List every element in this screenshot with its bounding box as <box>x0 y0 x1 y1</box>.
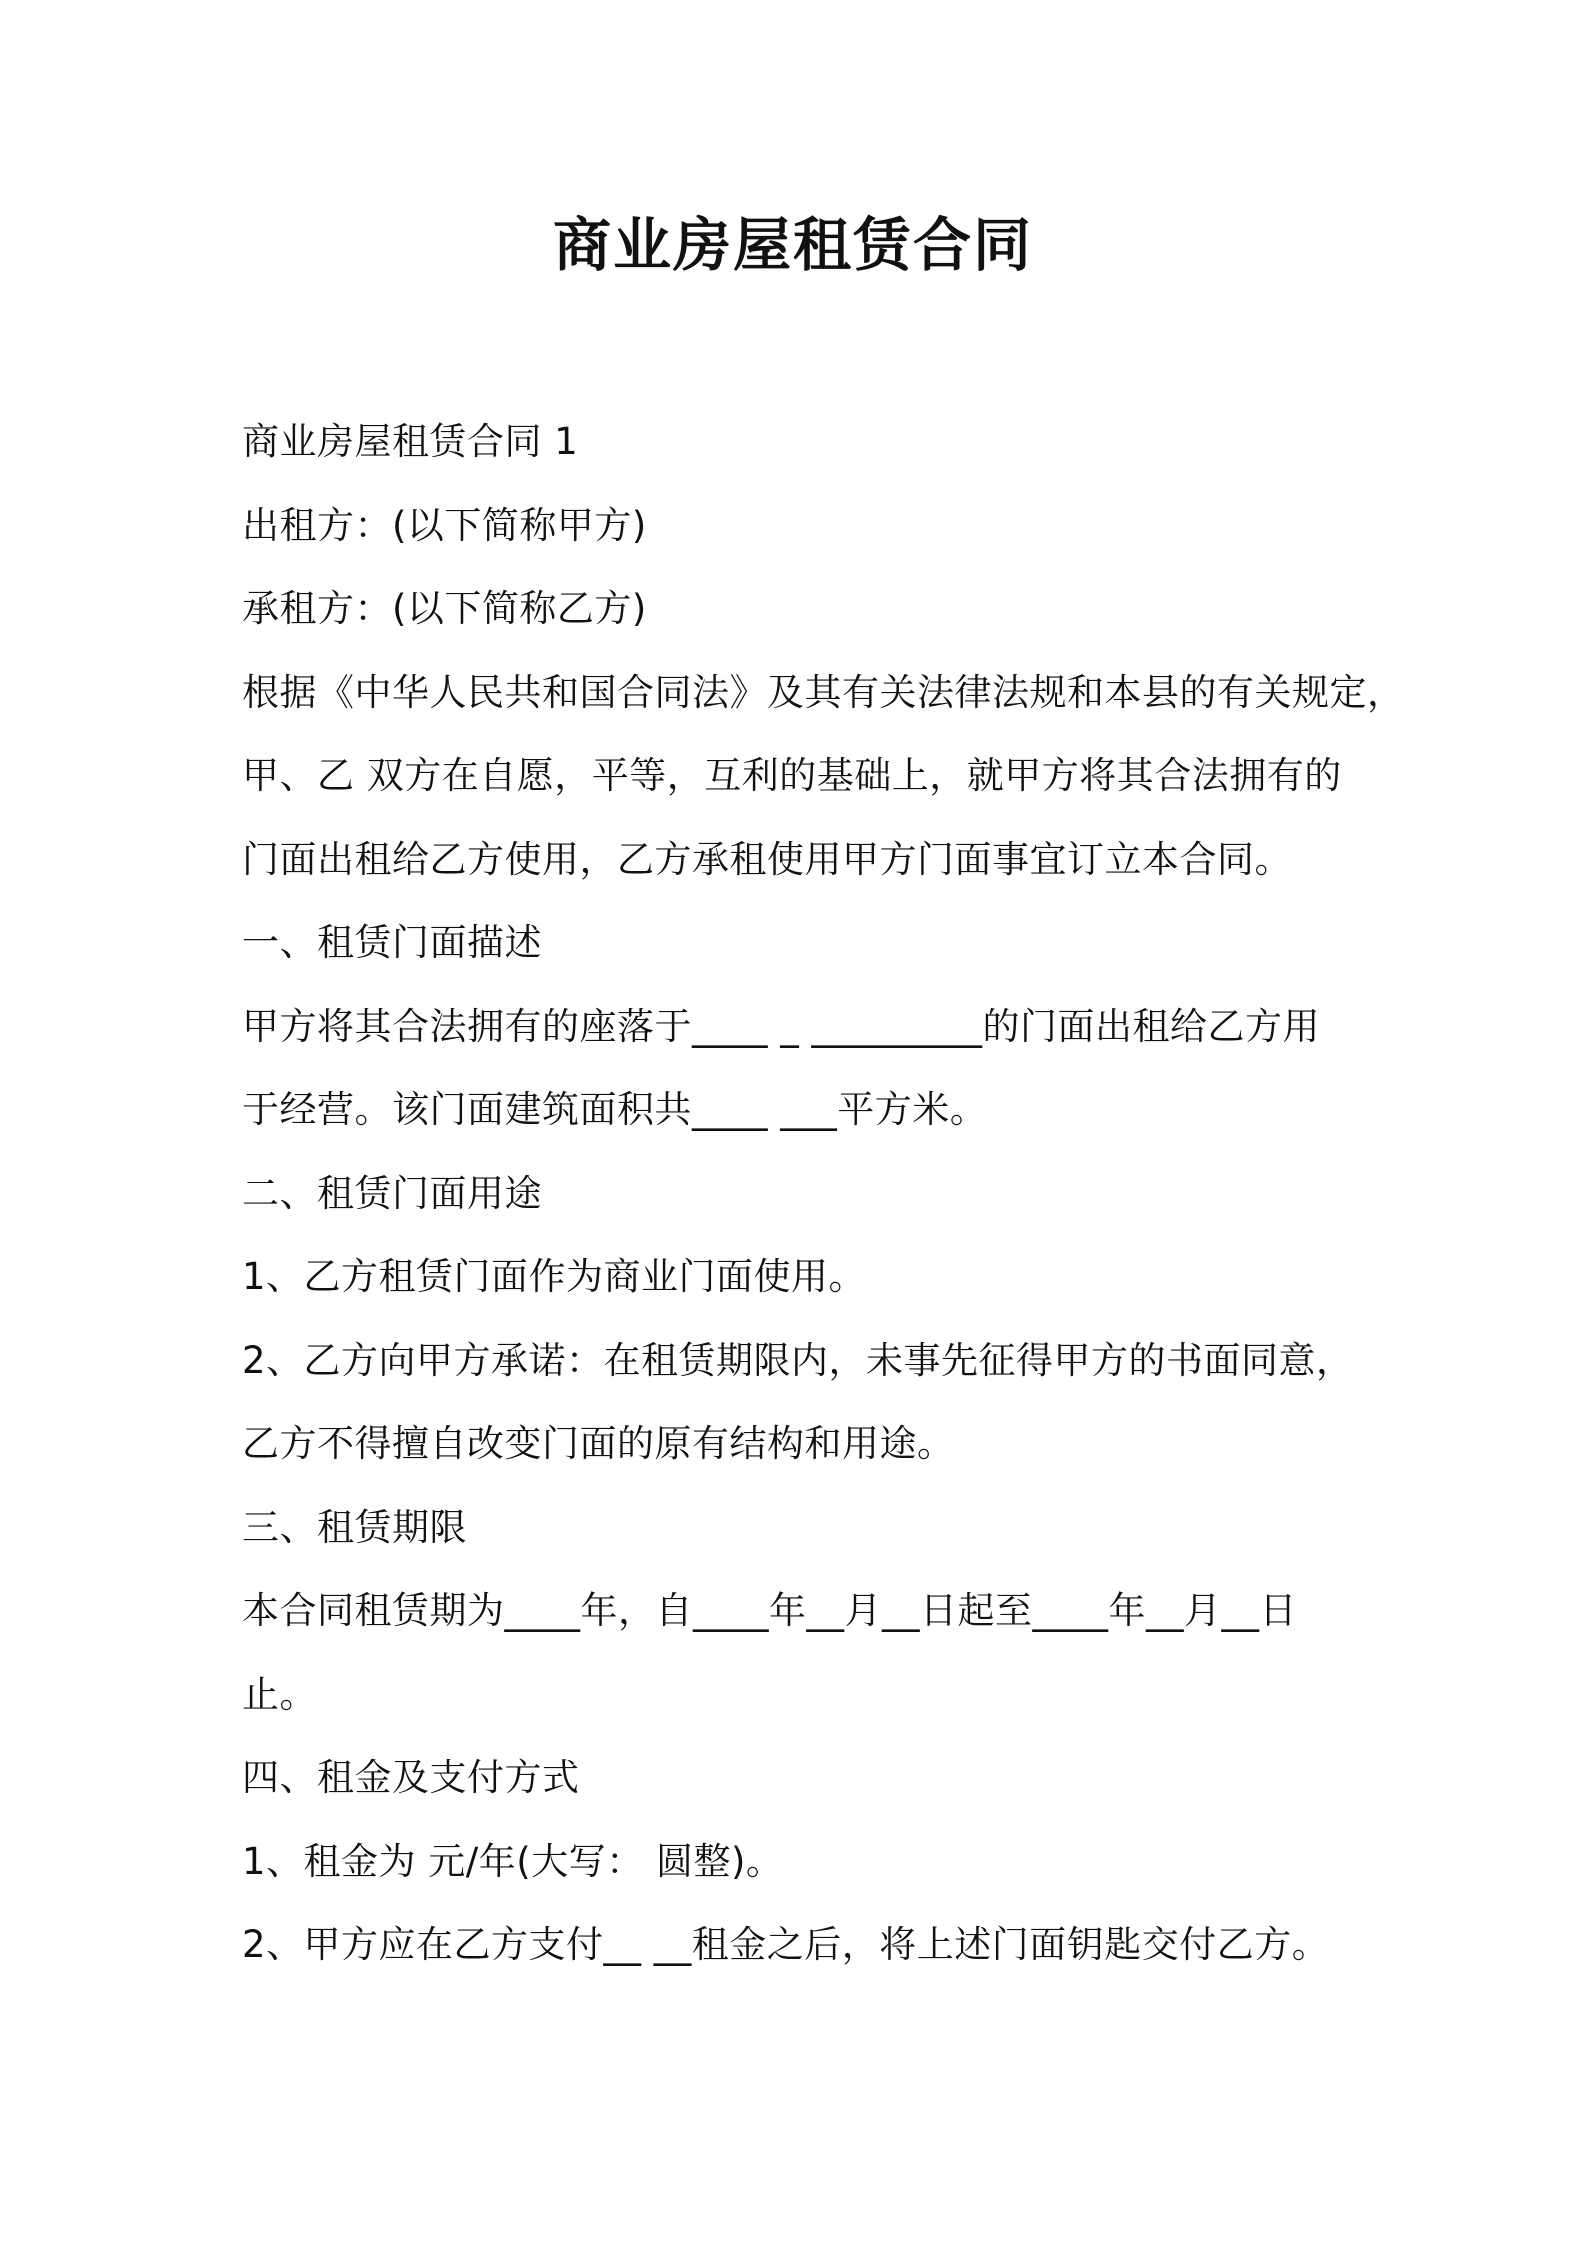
section-3-line-1: 本合同租赁期为____年，自____年__月__日起至____年__月__日 <box>242 1589 1297 1632</box>
preamble-line-1: 根据《中华人民共和国合同法》及其有关法律法规和本县的有关规定， <box>242 670 1405 714</box>
preamble-line-2: 甲、乙 双方在自愿，平等，互利的基础上，就甲方将其合法拥有的 <box>242 754 1342 797</box>
lessor-line: 出租方：(以下简称甲方) <box>242 503 647 547</box>
section-2-item-1: 1、乙方租赁门面作为商业门面使用。 <box>242 1255 867 1298</box>
section-heading-3: 三、租赁期限 <box>242 1505 467 1549</box>
section-1-line-2: 于经营。该门面建筑面积共____ ___平方米。 <box>242 1088 988 1131</box>
preamble-line-3: 门面出租给乙方使用，乙方承租使用甲方门面事宜订立本合同。 <box>242 837 1292 881</box>
lessee-line: 承租方：(以下简称乙方) <box>242 587 647 630</box>
section-1-line-1: 甲方将其合法拥有的座落于____ _ _________的门面出租给乙方用 <box>242 1004 1321 1048</box>
section-2-item-2-line-1: 2、乙方向甲方承诺：在租赁期限内，未事先征得甲方的书面同意， <box>242 1338 1354 1382</box>
section-3-line-2: 止。 <box>242 1672 317 1716</box>
section-4-item-1: 1、租金为 元/年(大写： 圆整)。 <box>242 1839 784 1883</box>
section-2-item-2-line-2: 乙方不得擅自改变门面的原有结构和用途。 <box>242 1422 955 1465</box>
section-heading-4: 四、租金及支付方式 <box>242 1756 580 1799</box>
document-title: 商业房屋租赁合同 <box>552 211 1033 279</box>
section-heading-2: 二、租赁门面用途 <box>242 1171 542 1215</box>
section-4-item-2: 2、甲方应在乙方支付__ __租金之后，将上述门面钥匙交付乙方。 <box>242 1923 1330 1966</box>
section-heading-1: 一、租赁门面描述 <box>242 921 542 964</box>
document-body <box>242 400 1405 1987</box>
contract-subtitle: 商业房屋租赁合同 1 <box>242 420 579 463</box>
